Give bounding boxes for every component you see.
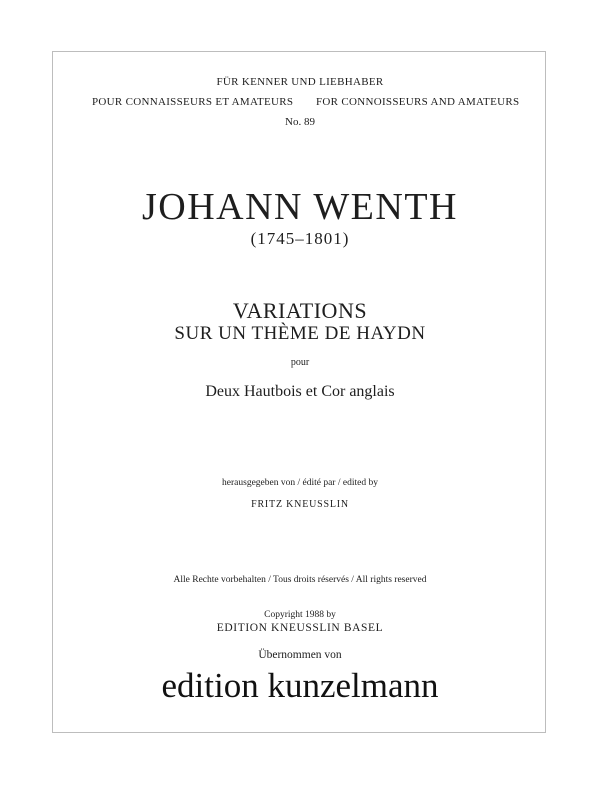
editor-name: FRITZ KNEUSSLIN	[251, 499, 349, 510]
series-title-en: FOR CONNOISSEURS AND AMATEURS	[316, 96, 520, 108]
work-pour: pour	[290, 357, 310, 368]
taken-over-label: Übernommen von	[258, 649, 342, 661]
series-number: No. 89	[285, 116, 315, 128]
work-subtitle: SUR UN THÈME DE HAYDN	[174, 323, 426, 344]
composer-dates: (1745–1801)	[250, 229, 350, 248]
editor-label: herausgegeben von / édité par / edited by	[222, 478, 378, 488]
copyright-line: Copyright 1988 by	[264, 610, 336, 620]
series-title-de: FÜR KENNER UND LIEBHABER	[216, 76, 384, 88]
rights-notice: Alle Rechte vorbehalten / Tous droits réservés / All rights reserved	[173, 575, 427, 585]
composer-name: JOHANN WENTH	[142, 186, 458, 228]
publisher-name: edition kunzelmann	[161, 666, 439, 705]
copyright-holder: EDITION KNEUSSLIN BASEL	[216, 622, 384, 634]
series-title-fr: POUR CONNAISSEURS ET AMATEURS	[92, 96, 294, 108]
work-title: VARIATIONS	[232, 298, 368, 323]
work-instrumentation: Deux Hautbois et Cor anglais	[205, 383, 395, 400]
